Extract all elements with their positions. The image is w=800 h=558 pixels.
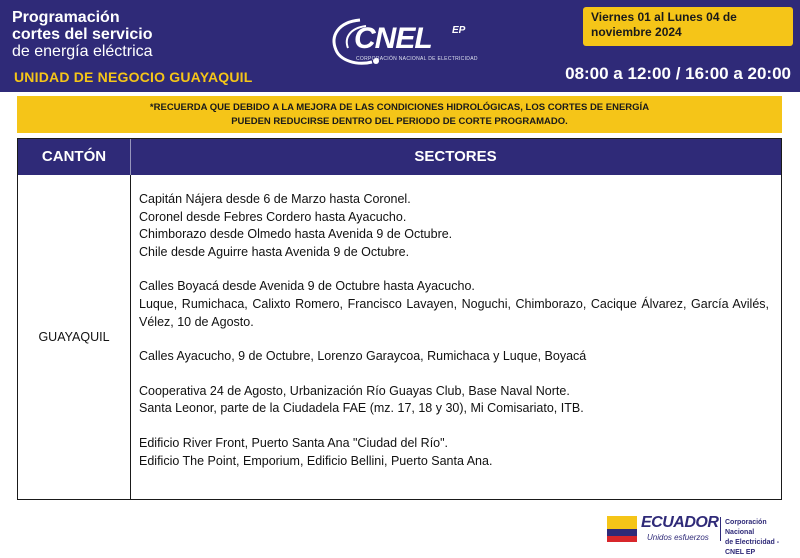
header-canton: CANTÓN bbox=[41, 148, 107, 165]
sector-line: Chile desde Aguirre hasta Avenida 9 de Octubre. bbox=[139, 244, 410, 259]
date-line-2: noviembre 2024 bbox=[591, 25, 682, 39]
corp-line-1: Corporación Nacional bbox=[725, 519, 767, 536]
sector-group bbox=[139, 435, 769, 470]
sector-line: Capitán Nájera desde 6 de Marzo hasta Coronel. bbox=[139, 192, 411, 206]
sector-line: Calles Boyacá desde Avenida 9 de Octubre hasta Ayacucho. bbox=[139, 279, 475, 294]
header-sectores: SECTORES bbox=[414, 148, 497, 165]
date-badge bbox=[583, 7, 793, 46]
notice-line-2: PUEDEN REDUCIRSE DENTRO DEL PERIODO DE CORTE PROGRAMADO. bbox=[231, 116, 568, 127]
sector-line: Edificio The Point, Emporium, Edificio Bellini, Puerto Santa Ana. bbox=[139, 453, 493, 468]
sector-line: Chimborazo desde Olmedo hasta Avenida 9 de Octubre. bbox=[139, 227, 453, 242]
sector-group bbox=[139, 348, 769, 366]
sector-group bbox=[139, 191, 769, 261]
title-line-1: Programación bbox=[12, 9, 120, 26]
sector-group bbox=[139, 278, 769, 331]
column-divider bbox=[130, 175, 131, 499]
canton-name: GUAYAQUIL bbox=[38, 330, 110, 344]
table-header bbox=[18, 139, 781, 175]
logo-suffix: EP bbox=[452, 25, 466, 36]
sector-line: Edificio River Front, Puerto Santa Ana "Ciudad del Río". bbox=[139, 435, 449, 450]
corporation-name bbox=[725, 518, 797, 558]
logo-tagline: CORPORACIÓN NACIONAL DE ELECTRICIDAD bbox=[356, 56, 478, 62]
notice-banner bbox=[17, 96, 782, 133]
sector-line: Cooperativa 24 de Agosto, Urbanización Río Guayas Club, Base Naval Norte. bbox=[139, 383, 570, 398]
corp-line-2: de Electricidad - CNEL EP bbox=[725, 539, 780, 556]
header-banner bbox=[0, 0, 800, 92]
cnel-logo bbox=[326, 14, 486, 76]
footer-logos bbox=[607, 514, 797, 556]
sector-line: Luque, Rumichaca, Calixto Romero, Francisco Lavayen, Noguchi, Chimborazo, Cacique Álvarez, García Avilés, Vélez, 10 de Agosto. bbox=[139, 296, 769, 329]
ecuador-word: ECUADOR bbox=[641, 514, 719, 531]
sector-line: Coronel desde Febres Cordero hasta Ayacucho. bbox=[139, 209, 407, 224]
notice-line-1: *RECUERDA QUE DEBIDO A LA MEJORA DE LAS CONDICIONES HIDROLÓGICAS, LOS CORTES DE ENERGÍA bbox=[149, 102, 650, 113]
footer-divider bbox=[720, 517, 721, 541]
date-line-1: Viernes 01 al Lunes 04 de bbox=[591, 10, 737, 24]
title-block bbox=[12, 9, 153, 60]
outage-table bbox=[17, 138, 782, 500]
sector-line: Calles Ayacucho, 9 de Octubre, Lorenzo Garaycoa, Rumichaca y Luque, Boyacá bbox=[139, 349, 587, 364]
logo-text: CNEL bbox=[354, 22, 432, 55]
hours-range: 08:00 a 12:00 / 16:00 a 20:00 bbox=[565, 64, 791, 83]
ecuador-tagline: Unidos esfuerzos bbox=[647, 533, 709, 542]
canton-cell bbox=[18, 175, 130, 499]
business-unit: UNIDAD DE NEGOCIO GUAYAQUIL bbox=[14, 69, 253, 85]
ecuador-flag-icon bbox=[607, 516, 637, 542]
sector-line: Santa Leonor, parte de la Ciudadela FAE (mz. 17, 18 y 30), Mi Comisariato, ITB. bbox=[139, 401, 584, 416]
title-line-3: de energía eléctrica bbox=[12, 43, 153, 60]
sectors-cell bbox=[139, 191, 769, 487]
sector-group bbox=[139, 383, 769, 418]
title-line-2: cortes del servicio bbox=[12, 26, 153, 43]
